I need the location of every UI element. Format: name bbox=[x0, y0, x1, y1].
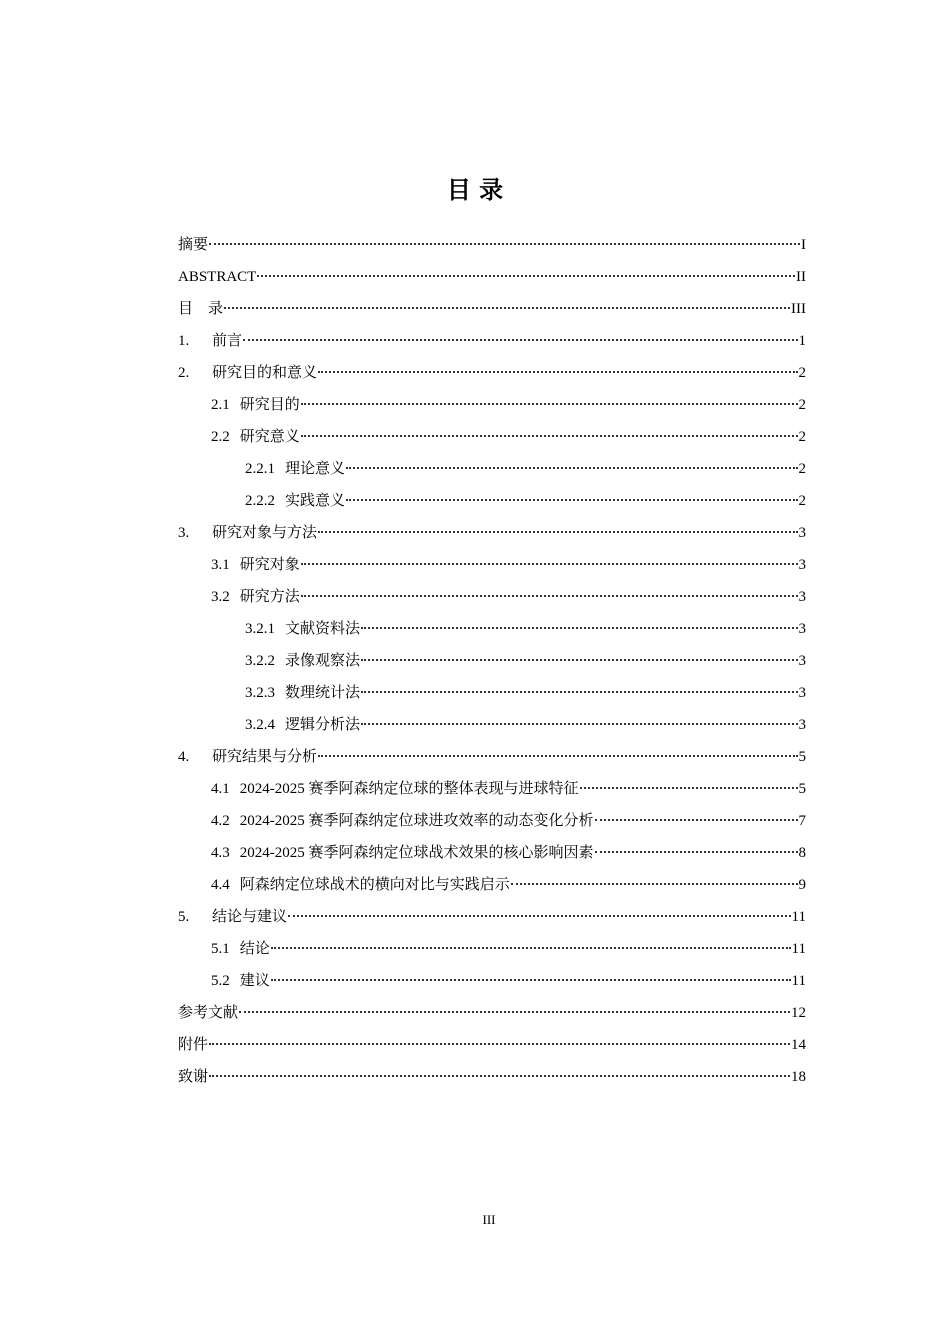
toc-entry-page: 2 bbox=[798, 461, 806, 477]
toc-dot-leader bbox=[361, 658, 797, 661]
toc-dot-leader bbox=[271, 946, 791, 949]
toc-entry[interactable] bbox=[178, 997, 806, 1029]
toc-dot-leader bbox=[361, 690, 797, 693]
toc-dot-leader bbox=[209, 242, 800, 245]
toc-entry[interactable] bbox=[178, 1029, 806, 1061]
page-number: III bbox=[482, 1212, 496, 1227]
toc-entry-title: 结论与建议 bbox=[212, 909, 288, 925]
toc-dot-leader bbox=[209, 1074, 790, 1077]
toc-entry-title: 研究对象 bbox=[239, 557, 300, 573]
toc-dot-leader bbox=[301, 594, 798, 597]
toc-entry-page: 11 bbox=[791, 973, 806, 989]
toc-entry[interactable] bbox=[178, 453, 806, 485]
toc-list bbox=[178, 229, 806, 1093]
toc-dot-leader bbox=[271, 978, 791, 981]
toc-entry-number: 3.2.2 bbox=[245, 653, 275, 669]
toc-entry-page: 3 bbox=[798, 557, 806, 573]
toc-entry-number: 4.1 bbox=[211, 781, 230, 797]
toc-entry-number: 5.1 bbox=[211, 941, 230, 957]
toc-entry-page: 2 bbox=[798, 493, 806, 509]
toc-entry-title: 研究结果与分析 bbox=[212, 749, 318, 765]
toc-entry-number: 3.2 bbox=[211, 589, 230, 605]
toc-entry-page: 3 bbox=[798, 685, 806, 701]
toc-dot-leader bbox=[511, 882, 798, 885]
toc-entry-title: 2024-2025 赛季阿森纳定位球进攻效率的动态变化分析 bbox=[239, 813, 594, 829]
toc-entry-page: III bbox=[791, 301, 806, 317]
toc-dot-leader bbox=[346, 466, 797, 469]
toc-dot-leader bbox=[361, 722, 797, 725]
toc-entry[interactable] bbox=[178, 389, 806, 421]
toc-dot-leader bbox=[301, 402, 798, 405]
toc-entry[interactable] bbox=[178, 677, 806, 709]
toc-entry-page: 3 bbox=[798, 525, 806, 541]
toc-entry-page: I bbox=[801, 237, 806, 253]
toc-dot-leader bbox=[361, 626, 797, 629]
toc-entry-page: 2 bbox=[798, 397, 806, 413]
toc-entry-title: 逻辑分析法 bbox=[285, 717, 361, 733]
toc-entry-page: 18 bbox=[791, 1069, 806, 1085]
toc-entry-title: 建议 bbox=[239, 973, 270, 989]
toc-entry-title: 2024-2025 赛季阿森纳定位球的整体表现与进球特征 bbox=[239, 781, 579, 797]
page-title: 目 录 bbox=[446, 176, 504, 204]
toc-entry-number: 3.2.1 bbox=[245, 621, 275, 637]
toc-entry-title: 附件 bbox=[178, 1037, 209, 1053]
toc-entry-page: 11 bbox=[791, 941, 806, 957]
toc-entry[interactable] bbox=[178, 965, 806, 997]
toc-entry-number: 4.2 bbox=[211, 813, 230, 829]
toc-entry-title: 录像观察法 bbox=[285, 653, 361, 669]
toc-entry[interactable] bbox=[178, 645, 806, 677]
toc-dot-leader bbox=[595, 850, 798, 853]
toc-entry[interactable] bbox=[178, 805, 806, 837]
toc-dot-leader bbox=[224, 306, 790, 309]
toc-entry-title: 2024-2025 赛季阿森纳定位球战术效果的核心影响因素 bbox=[239, 845, 594, 861]
toc-entry-title: 文献资料法 bbox=[285, 621, 361, 637]
toc-dot-leader bbox=[346, 498, 797, 501]
toc-dot-leader bbox=[288, 914, 791, 917]
toc-entry-number: 4. bbox=[178, 749, 190, 765]
toc-entry[interactable] bbox=[178, 549, 806, 581]
toc-entry-page: 1 bbox=[798, 333, 806, 349]
toc-dot-leader bbox=[239, 1010, 790, 1013]
toc-entry[interactable] bbox=[178, 421, 806, 453]
toc-entry-title: 前言 bbox=[212, 333, 243, 349]
toc-entry-page: 2 bbox=[798, 365, 806, 381]
toc-entry[interactable] bbox=[178, 261, 806, 293]
toc-dot-leader bbox=[318, 370, 797, 373]
toc-entry-title: 阿森纳定位球战术的横向对比与实践启示 bbox=[239, 877, 510, 893]
toc-entry-page: 5 bbox=[798, 781, 806, 797]
toc-entry-number: 3.2.3 bbox=[245, 685, 275, 701]
toc-entry-page: 12 bbox=[791, 1005, 806, 1021]
toc-entry-title: ABSTRACT bbox=[178, 269, 257, 285]
toc-entry[interactable] bbox=[178, 709, 806, 741]
toc-dot-leader bbox=[318, 530, 797, 533]
toc-entry[interactable] bbox=[178, 357, 806, 389]
toc-entry-title: 研究目的和意义 bbox=[212, 365, 318, 381]
toc-entry[interactable] bbox=[178, 933, 806, 965]
toc-dot-leader bbox=[301, 434, 798, 437]
toc-entry[interactable] bbox=[178, 869, 806, 901]
toc-entry-number: 5.2 bbox=[211, 973, 230, 989]
toc-entry-number: 3.2.4 bbox=[245, 717, 275, 733]
toc-entry[interactable] bbox=[178, 773, 806, 805]
toc-entry[interactable] bbox=[178, 517, 806, 549]
toc-dot-leader bbox=[209, 1042, 790, 1045]
toc-entry-title: 参考文献 bbox=[178, 1005, 239, 1021]
toc-entry-page: 11 bbox=[791, 909, 806, 925]
toc-entry-title: 理论意义 bbox=[285, 461, 346, 477]
toc-entry-title: 摘要 bbox=[178, 237, 209, 253]
toc-entry-page: II bbox=[796, 269, 806, 285]
toc-entry-number: 2.2 bbox=[211, 429, 230, 445]
toc-entry[interactable] bbox=[178, 229, 806, 261]
toc-dot-leader bbox=[243, 338, 797, 341]
toc-entry-number: 2.2.2 bbox=[245, 493, 275, 509]
toc-entry-title: 研究方法 bbox=[239, 589, 300, 605]
toc-entry-number: 4.3 bbox=[211, 845, 230, 861]
toc-entry[interactable] bbox=[178, 837, 806, 869]
toc-entry-number: 2.2.1 bbox=[245, 461, 275, 477]
toc-entry-title: 致谢 bbox=[178, 1069, 209, 1085]
toc-entry[interactable] bbox=[178, 613, 806, 645]
toc-entry-number: 3. bbox=[178, 525, 190, 541]
toc-entry-number: 3.1 bbox=[211, 557, 230, 573]
toc-entry-page: 7 bbox=[798, 813, 806, 829]
toc-entry[interactable] bbox=[178, 581, 806, 613]
toc-dot-leader bbox=[318, 754, 797, 757]
toc-dot-leader bbox=[595, 818, 798, 821]
toc-entry-number: 2. bbox=[178, 365, 190, 381]
toc-entry-page: 8 bbox=[798, 845, 806, 861]
toc-entry-page: 9 bbox=[798, 877, 806, 893]
toc-entry-page: 2 bbox=[798, 429, 806, 445]
toc-entry-number: 1. bbox=[178, 333, 190, 349]
toc-entry-number: 2.1 bbox=[211, 397, 230, 413]
toc-entry-number: 4.4 bbox=[211, 877, 230, 893]
toc-entry-title: 目 录 bbox=[178, 301, 224, 317]
toc-entry[interactable] bbox=[178, 741, 806, 773]
toc-entry-title: 结论 bbox=[239, 941, 270, 957]
toc-entry-page: 3 bbox=[798, 621, 806, 637]
toc-entry-page: 3 bbox=[798, 589, 806, 605]
toc-entry-page: 3 bbox=[798, 653, 806, 669]
toc-dot-leader bbox=[580, 786, 798, 789]
toc-entry[interactable] bbox=[178, 325, 806, 357]
toc-entry[interactable] bbox=[178, 293, 806, 325]
toc-entry[interactable] bbox=[178, 485, 806, 517]
toc-entry-title: 实践意义 bbox=[285, 493, 346, 509]
toc-entry-title: 研究对象与方法 bbox=[212, 525, 318, 541]
toc-entry-title: 研究意义 bbox=[239, 429, 300, 445]
toc-entry-page: 14 bbox=[791, 1037, 806, 1053]
toc-entry-title: 研究目的 bbox=[239, 397, 300, 413]
toc-dot-leader bbox=[301, 562, 798, 565]
toc-dot-leader bbox=[257, 274, 795, 277]
toc-entry-title: 数理统计法 bbox=[285, 685, 361, 701]
toc-entry-page: 5 bbox=[798, 749, 806, 765]
toc-entry[interactable] bbox=[178, 1061, 806, 1093]
toc-entry-page: 3 bbox=[798, 717, 806, 733]
toc-entry-number: 5. bbox=[178, 909, 190, 925]
toc-entry[interactable] bbox=[178, 901, 806, 933]
